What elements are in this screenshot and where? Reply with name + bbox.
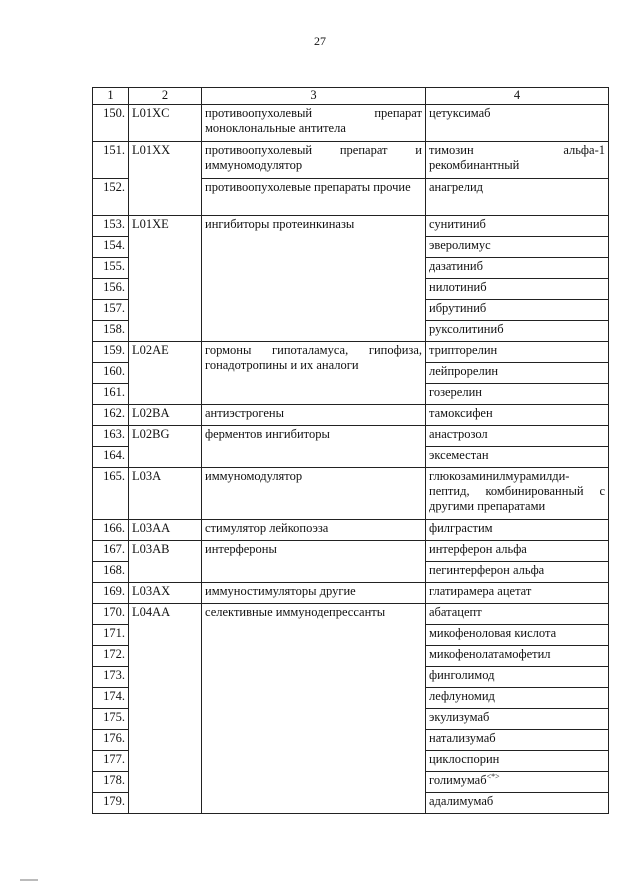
row-number: 176. xyxy=(93,730,129,751)
drug-name-cell xyxy=(426,667,609,688)
table-row xyxy=(93,216,609,237)
pharmacologic-group: противоопухолевые препараты прочие xyxy=(202,179,426,216)
drug-name: гозерелин xyxy=(429,385,482,399)
drug-name: лейпрорелин xyxy=(429,364,499,378)
drug-name: циклоспорин xyxy=(429,752,500,766)
drug-name: голимумаб xyxy=(429,773,487,787)
drug-name-cell xyxy=(426,237,609,258)
row-number: 153. xyxy=(93,216,129,237)
row-number: 151. xyxy=(93,142,129,179)
drug-name-cell xyxy=(426,142,609,179)
drug-name: натализумаб xyxy=(429,731,496,745)
row-number: 159. xyxy=(93,342,129,363)
table-row xyxy=(93,604,609,625)
pharmacologic-group: иммуностимуляторы другие xyxy=(202,583,426,604)
drug-name-cell xyxy=(426,751,609,772)
row-number: 179. xyxy=(93,793,129,814)
drug-name-cell xyxy=(426,105,609,142)
pharmacologic-group: стимулятор лейкопоэза xyxy=(202,520,426,541)
row-number: 174. xyxy=(93,688,129,709)
drug-name-cell xyxy=(426,468,609,520)
drug-name: глатирамера ацетат xyxy=(429,584,532,598)
atc-code: L03AA xyxy=(129,520,202,541)
drug-name: ибрутиниб xyxy=(429,301,487,315)
row-number: 165. xyxy=(93,468,129,520)
drug-name: глюкозаминилмурамилди-пептид, комбинированный с другими препаратами xyxy=(429,469,605,513)
atc-code: L03A xyxy=(129,468,202,520)
drug-name-cell xyxy=(426,793,609,814)
drug-name-cell xyxy=(426,541,609,562)
pharmacologic-group: селективные иммунодепрессанты xyxy=(202,604,426,814)
drug-name-cell xyxy=(426,321,609,342)
drug-name: анастрозол xyxy=(429,427,488,441)
drug-name-cell xyxy=(426,342,609,363)
drug-name: руксолитиниб xyxy=(429,322,504,336)
pharmacologic-group: противоопухолевый препарат моноклональные антитела xyxy=(202,105,426,142)
atc-code: L01XE xyxy=(129,216,202,342)
pharmacologic-group: антиэстрогены xyxy=(202,405,426,426)
drug-name: финголимод xyxy=(429,668,495,682)
row-number: 161. xyxy=(93,384,129,405)
drug-name-cell xyxy=(426,646,609,667)
drug-table xyxy=(92,87,609,814)
drug-name: тимозин альфа-1 рекомбинантный xyxy=(429,143,605,172)
drug-name: тамоксифен xyxy=(429,406,493,420)
drug-name-cell xyxy=(426,688,609,709)
drug-name-cell xyxy=(426,625,609,646)
drug-name: трипторелин xyxy=(429,343,498,357)
drug-name-cell xyxy=(426,300,609,321)
drug-name-cell xyxy=(426,604,609,625)
drug-name: филграстим xyxy=(429,521,493,535)
row-number: 155. xyxy=(93,258,129,279)
table-row xyxy=(93,583,609,604)
atc-code: L03AB xyxy=(129,541,202,583)
drug-name: микофеноловая кислота xyxy=(429,626,557,640)
atc-code: L02BA xyxy=(129,405,202,426)
drug-name-cell xyxy=(426,405,609,426)
pharmacologic-group: гормоны гипоталамуса, гипофиза, гонадотропины и их аналоги xyxy=(202,342,426,405)
table-row xyxy=(93,426,609,447)
drug-name-cell xyxy=(426,179,609,216)
row-number: 169. xyxy=(93,583,129,604)
row-number: 173. xyxy=(93,667,129,688)
atc-code: L02BG xyxy=(129,426,202,468)
pharmacologic-group: ферментов ингибиторы xyxy=(202,426,426,468)
drug-name: экулизумаб xyxy=(429,710,490,724)
drug-name-cell xyxy=(426,520,609,541)
drug-name-cell xyxy=(426,279,609,300)
drug-name: дазатиниб xyxy=(429,259,483,273)
table-row xyxy=(93,468,609,520)
table-row xyxy=(93,541,609,562)
drug-name: эверолимус xyxy=(429,238,491,252)
table-body xyxy=(93,105,609,814)
drug-name-cell xyxy=(426,562,609,583)
row-number: 150. xyxy=(93,105,129,142)
drug-name-cell xyxy=(426,363,609,384)
drug-name: пегинтерферон альфа xyxy=(429,563,545,577)
footnote-mark: <*> xyxy=(486,771,500,781)
row-number: 158. xyxy=(93,321,129,342)
drug-name-cell xyxy=(426,216,609,237)
row-number: 152. xyxy=(93,179,129,216)
row-number: 177. xyxy=(93,751,129,772)
atc-code: L02AE xyxy=(129,342,202,405)
table-row xyxy=(93,105,609,142)
table-row xyxy=(93,342,609,363)
drug-name: микофенолатамофетил xyxy=(429,647,551,661)
drug-name-cell xyxy=(426,384,609,405)
row-number: 171. xyxy=(93,625,129,646)
table-row xyxy=(93,405,609,426)
row-number: 156. xyxy=(93,279,129,300)
row-number: 167. xyxy=(93,541,129,562)
table-row xyxy=(93,520,609,541)
header-col-4: 4 xyxy=(426,88,609,105)
row-number: 168. xyxy=(93,562,129,583)
atc-code: L03AX xyxy=(129,583,202,604)
drug-name: анагрелид xyxy=(429,180,483,194)
drug-name: лефлуномид xyxy=(429,689,495,703)
row-number: 162. xyxy=(93,405,129,426)
drug-name-cell xyxy=(426,426,609,447)
drug-name: адалимумаб xyxy=(429,794,494,808)
row-number: 166. xyxy=(93,520,129,541)
atc-code: L01XX xyxy=(129,142,202,216)
scan-mark xyxy=(20,879,38,881)
row-number: 172. xyxy=(93,646,129,667)
row-number: 157. xyxy=(93,300,129,321)
atc-code: L04AA xyxy=(129,604,202,814)
row-number: 175. xyxy=(93,709,129,730)
drug-name-cell xyxy=(426,447,609,468)
header-col-3: 3 xyxy=(202,88,426,105)
table-header xyxy=(93,88,609,105)
drug-name: эксеместан xyxy=(429,448,489,462)
drug-name-cell xyxy=(426,258,609,279)
page-number: 27 xyxy=(314,34,326,48)
drug-name-cell xyxy=(426,730,609,751)
row-number: 154. xyxy=(93,237,129,258)
drug-name-cell xyxy=(426,772,609,793)
row-number: 170. xyxy=(93,604,129,625)
drug-name: цетуксимаб xyxy=(429,106,491,120)
header-col-1: 1 xyxy=(93,88,129,105)
row-number: 163. xyxy=(93,426,129,447)
drug-name: абатацепт xyxy=(429,605,482,619)
pharmacologic-group: противоопухолевый препарат и иммуномодулятор xyxy=(202,142,426,179)
pharmacologic-group: ингибиторы протеинкиназы xyxy=(202,216,426,342)
pharmacologic-group: интерфероны xyxy=(202,541,426,583)
drug-name: нилотиниб xyxy=(429,280,487,294)
atc-code: L01XC xyxy=(129,105,202,142)
drug-name: сунитиниб xyxy=(429,217,486,231)
table-row xyxy=(93,142,609,179)
header-col-2: 2 xyxy=(129,88,202,105)
drug-name-cell xyxy=(426,583,609,604)
row-number: 178. xyxy=(93,772,129,793)
pharmacologic-group: иммуномодулятор xyxy=(202,468,426,520)
drug-name: интерферон альфа xyxy=(429,542,527,556)
drug-name-cell xyxy=(426,709,609,730)
row-number: 164. xyxy=(93,447,129,468)
row-number: 160. xyxy=(93,363,129,384)
